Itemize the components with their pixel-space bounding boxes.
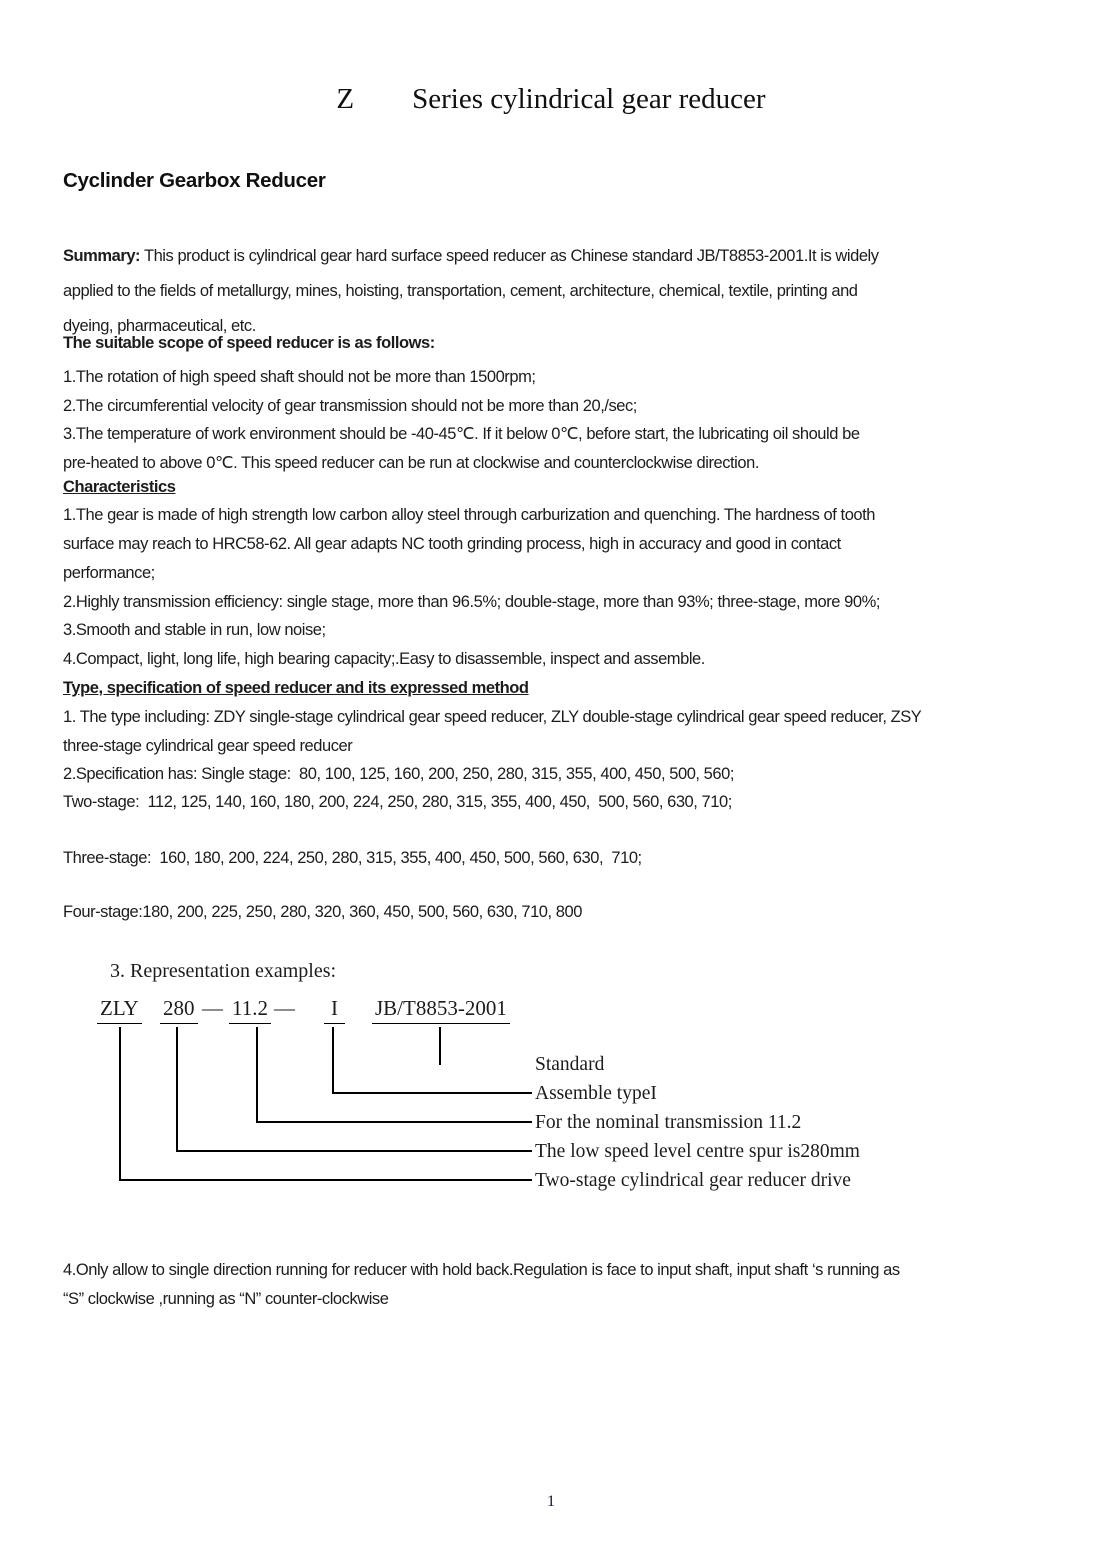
scope-item-3-line-1: 3.The temperature of work environment should be -40-45℃. If it below 0℃, before start, the lubricating oil should be: [63, 425, 860, 443]
type-line-1: 1. The type including: ZDY single-stage cylindrical gear speed reducer, ZLY double-stage cylindrical gear speed reducer, ZSY: [63, 708, 922, 726]
connector-vline-model: [119, 1027, 121, 1180]
scope-item-2: 2.The circumferential velocity of gear transmission should not be more than 20,/sec;: [63, 397, 637, 415]
characteristics-item-4: 4.Compact, light, long life, high bearing capacity;.Easy to disassemble, inspect and assemble.: [63, 650, 705, 668]
code-dash-2: —: [274, 996, 295, 1020]
connector-vline-assemble: [332, 1027, 334, 1093]
label-standard: Standard: [535, 1054, 605, 1075]
representation-heading: 3. Representation examples:: [110, 960, 337, 982]
code-dash-1: —: [202, 996, 223, 1020]
connector-vline-centre: [176, 1027, 178, 1151]
spec-three-stage: Three-stage: 160, 180, 200, 224, 250, 280, 315, 355, 400, 450, 500, 560, 630, 710;: [63, 849, 642, 867]
spec-two-stage: Two-stage: 112, 125, 140, 160, 180, 200, 224, 250, 280, 315, 355, 400, 450, 500, 560, 630, 710;: [63, 793, 732, 811]
spec-four-stage: Four-stage:180, 200, 225, 250, 280, 320, 360, 450, 500, 560, 630, 710, 800: [63, 903, 582, 921]
connector-hline-assemble: [332, 1092, 532, 1094]
connector-vline-ratio: [256, 1027, 258, 1122]
connector-hline-ratio: [256, 1121, 532, 1123]
characteristics-item-3: 3.Smooth and stable in run, low noise;: [63, 621, 326, 639]
summary-line-2: applied to the fields of metallurgy, mines, hoisting, transportation, cement, architecture, chemical, textile, printing and: [63, 282, 858, 300]
scope-item-1: 1.The rotation of high speed shaft should not be more than 1500rpm;: [63, 368, 536, 386]
note-4-line-2: “S” clockwise ,running as “N” counter-clockwise: [63, 1290, 389, 1308]
code-model: ZLY: [97, 996, 142, 1024]
code-standard: JB/T8853-2001: [372, 996, 510, 1024]
summary-label: Summary:: [63, 247, 141, 265]
type-section-heading: Type, specification of speed reducer and its expressed method: [63, 679, 529, 697]
connector-hline-centre: [176, 1150, 532, 1152]
label-centre-spur: The low speed level centre spur is280mm: [535, 1141, 860, 1162]
label-assemble-type: Assemble typeI: [535, 1083, 657, 1104]
scope-item-3-line-2: pre-heated to above 0℃. This speed reducer can be run at clockwise and counterclockwise direction.: [63, 454, 759, 472]
code-assemble-type: I: [324, 996, 345, 1024]
page-number: 1: [547, 1493, 555, 1510]
label-nominal-transmission: For the nominal transmission 11.2: [535, 1112, 802, 1133]
type-line-2: three-stage cylindrical gear speed reducer: [63, 737, 353, 755]
characteristics-heading: Characteristics: [63, 478, 176, 496]
scope-heading: The suitable scope of speed reducer is as follows:: [63, 334, 435, 352]
summary-line-1: [63, 246, 879, 267]
code-ratio: 11.2: [229, 996, 271, 1024]
summary-text-1: This product is cylindrical gear hard surface speed reducer as Chinese standard JB/T8853-2001.It is widely: [140, 247, 879, 265]
connector-vline-standard: [439, 1027, 441, 1065]
characteristics-item-1-line-3: performance;: [63, 564, 155, 582]
characteristics-item-1-line-2: surface may reach to HRC58-62. All gear adapts NC tooth grinding process, high in accuracy and good in contact: [63, 535, 841, 553]
label-drive-type: Two-stage cylindrical gear reducer drive: [535, 1170, 851, 1191]
connector-hline-model: [119, 1179, 532, 1181]
characteristics-item-2: 2.Highly transmission efficiency: single stage, more than 96.5%; double-stage, more than 93%; three-stage, more 90%;: [63, 593, 880, 611]
code-centre-distance: 280: [160, 996, 198, 1024]
spec-single-stage: 2.Specification has: Single stage: 80, 100, 125, 160, 200, 250, 280, 315, 355, 400, 450, 500, 560;: [63, 765, 735, 783]
summary-line-3: dyeing, pharmaceutical, etc.: [63, 317, 256, 335]
page-title: Z Series cylindrical gear reducer: [336, 83, 766, 115]
characteristics-item-1-line-1: 1.The gear is made of high strength low carbon alloy steel through carburization and quenching. The hardness of tooth: [63, 506, 876, 524]
note-4-line-1: 4.Only allow to single direction running for reducer with hold back.Regulation is face to input shaft, input shaft ‘s running as: [63, 1261, 900, 1279]
section-heading-gearbox: Cyclinder Gearbox Reducer: [63, 169, 326, 192]
